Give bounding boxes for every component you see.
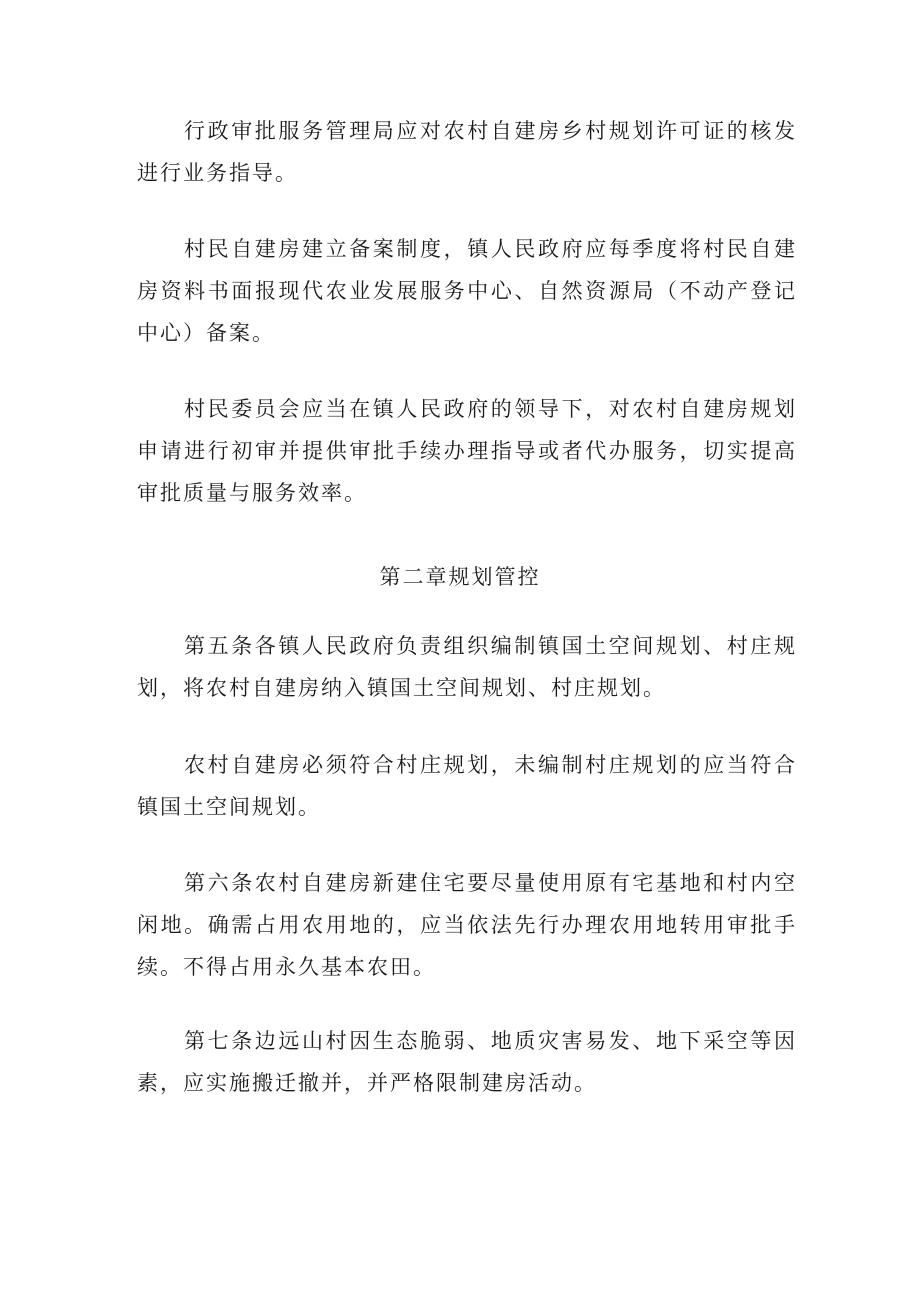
article-5: 第五条各镇人民政府负责组织编制镇国土空间规划、村庄规划，将农村自建房纳入镇国土空间规划、村庄规划。 (137, 634, 797, 700)
article-6: 第六条农村自建房新建住宅要尽量使用原有宅基地和村内空闲地。确需占用农用地的，应当依法先行办理农用地转用审批手续。不得占用永久基本农田。 (137, 871, 797, 979)
chapter-title: 第二章规划管控 (379, 565, 541, 589)
article-7: 第七条边远山村因生态脆弱、地质灾害易发、地下采空等因素，应实施搬迁撤并，并严格限制建房活动。 (137, 1029, 797, 1095)
article-5-continued: 农村自建房必须符合村庄规划，未编制村庄规划的应当符合镇国土空间规划。 (137, 753, 797, 819)
paragraph-village-committee: 村民委员会应当在镇人民政府的领导下，对农村自建房规划申请进行初审并提供审批手续办理指导或者代办服务，切实提高审批质量与服务效率。 (137, 397, 797, 505)
paragraph-filing-system: 村民自建房建立备案制度，镇人民政府应每季度将村民自建房资料书面报现代农业发展服务中心、自然资源局（不动产登记中心）备案。 (137, 237, 797, 345)
paragraph-approval-guidance: 行政审批服务管理局应对农村自建房乡村规划许可证的核发进行业务指导。 (137, 119, 797, 185)
